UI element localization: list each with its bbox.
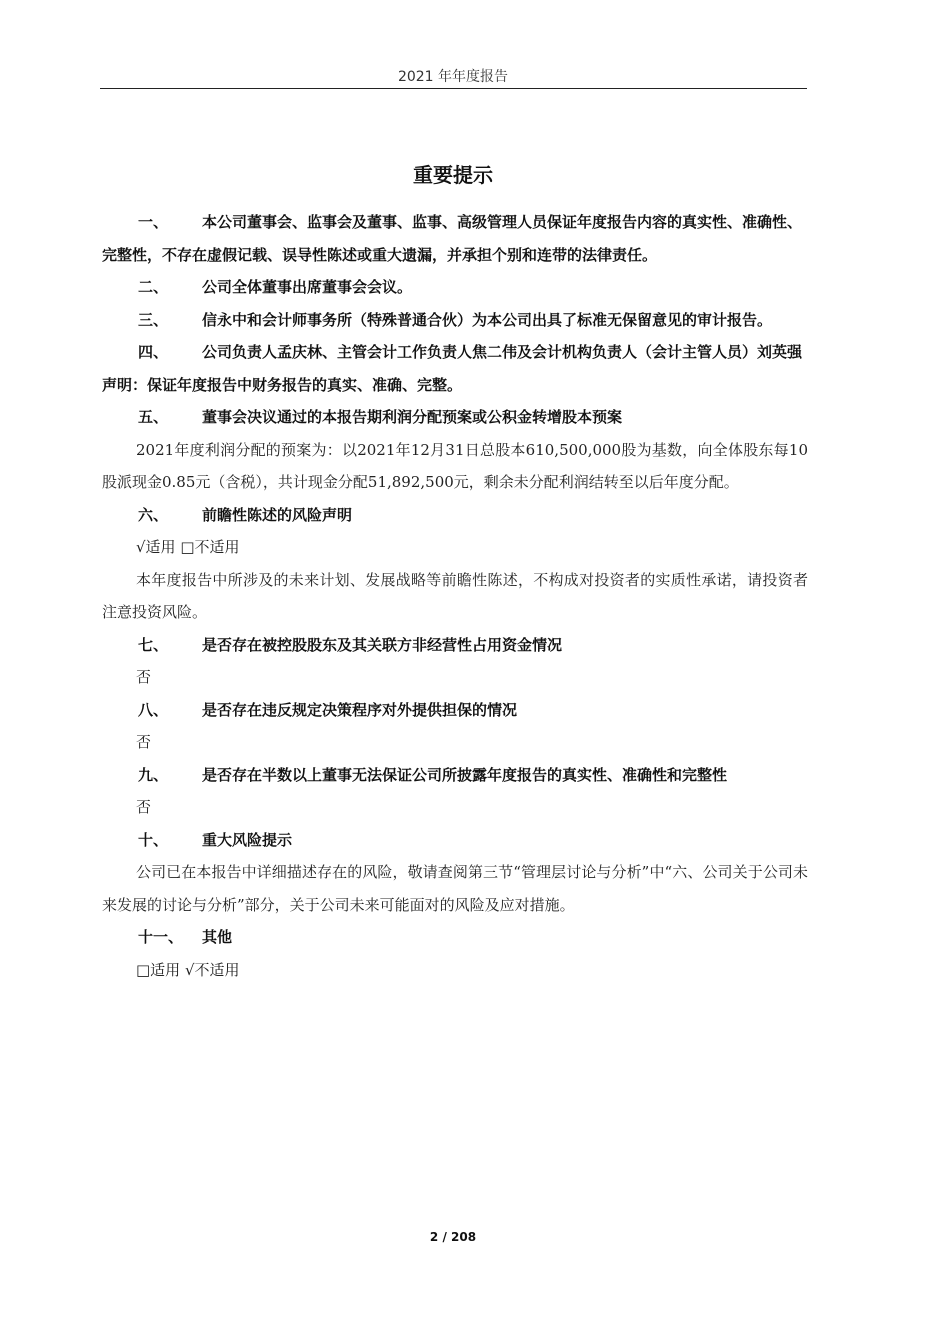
section-4-number: 四、: [138, 343, 169, 361]
section-6-text: 前瞻性陈述的风险声明: [202, 505, 353, 524]
section-7-text: 是否存在被控股股东及其关联方非经营性占用资金情况: [202, 635, 563, 654]
section-10-heading: [102, 824, 808, 857]
section-11-applicability: □适用 √不适用: [136, 960, 240, 979]
section-8-number: 八、: [138, 700, 169, 719]
section-7-heading: [102, 629, 808, 662]
section-7-answer: 否: [136, 668, 152, 686]
section-4-text: 公司负责人孟庆林、主管会计工作负责人焦二伟及会计机构负责人（会计主管人员）刘英强声明：保证年度报告中财务报告的真实、准确、完整。: [102, 343, 803, 394]
page-number: 2 / 208: [429, 1230, 477, 1244]
section-3-number: 三、: [138, 310, 169, 329]
section-1-number: 一、: [138, 213, 169, 231]
section-1-heading: [102, 206, 808, 271]
section-8-answer: 否: [136, 733, 152, 751]
section-6-heading: [102, 499, 808, 532]
section-5-number: 五、: [138, 408, 169, 426]
section-7-number: 七、: [138, 635, 169, 654]
major-risk-text: 公司已在本报告中详细描述存在的风险，敬请查阅第三节“管理层讨论与分析”中“六、公司关于公司未来发展的讨论与分析”部分，关于公司未来可能面对的风险及应对措施。: [102, 863, 808, 914]
section-3-heading: [102, 304, 808, 337]
section-6-number: 六、: [138, 505, 169, 524]
header-title: 2021 年年度报告: [397, 69, 509, 85]
section-9-number: 九、: [138, 765, 169, 784]
section-8-heading: [102, 694, 808, 727]
section-8-text: 是否存在违反规定决策程序对外提供担保的情况: [202, 700, 518, 719]
profit-distribution-text: 2021年度利润分配的预案为：以2021年12月31日总股本610,500,000股为基数，向全体股东每10股派现金0.85元（含税），共计现金分配51,892,500元，剩余未分配利润结转至以后年度分配。: [102, 440, 808, 491]
section-10-number: 十、: [138, 830, 169, 849]
section-2-heading: [102, 271, 808, 304]
header-divider: [100, 88, 807, 89]
section-6-applicability: √适用 □不适用: [136, 538, 240, 556]
section-9-text: 是否存在半数以上董事无法保证公司所披露年度报告的真实性、准确性和完整性: [202, 765, 728, 784]
section-11-number: 十一、: [138, 928, 184, 946]
section-2-number: 二、: [138, 278, 169, 296]
section-3-text: 信永中和会计师事务所（特殊普通合伙）为本公司出具了标准无保留意见的审计报告。: [202, 310, 773, 329]
page-title: 重要提示: [413, 163, 493, 187]
section-9-heading: [102, 759, 808, 792]
forward-looking-statement-text: 本年度报告中所涉及的未来计划、发展战略等前瞻性陈述，不构成对投资者的实质性承诺，请投资者注意投资风险。: [102, 570, 808, 621]
section-11-text: 其他: [202, 928, 233, 946]
section-1-text: 本公司董事会、监事会及董事、监事、高级管理人员保证年度报告内容的真实性、准确性、完整性，不存在虚假记载、误导性陈述或重大遗漏，并承担个别和连带的法律责任。: [102, 213, 803, 264]
section-10-text: 重大风险提示: [202, 830, 293, 849]
section-5-text: 董事会决议通过的本报告期利润分配预案或公积金转增股本预案: [202, 408, 623, 426]
section-9-answer: 否: [136, 798, 152, 816]
section-5-heading: [102, 401, 808, 434]
section-2-text: 公司全体董事出席董事会会议。: [202, 278, 413, 296]
notice-content: [102, 206, 808, 986]
section-11-heading: [102, 921, 808, 954]
section-4-heading: [102, 336, 808, 401]
